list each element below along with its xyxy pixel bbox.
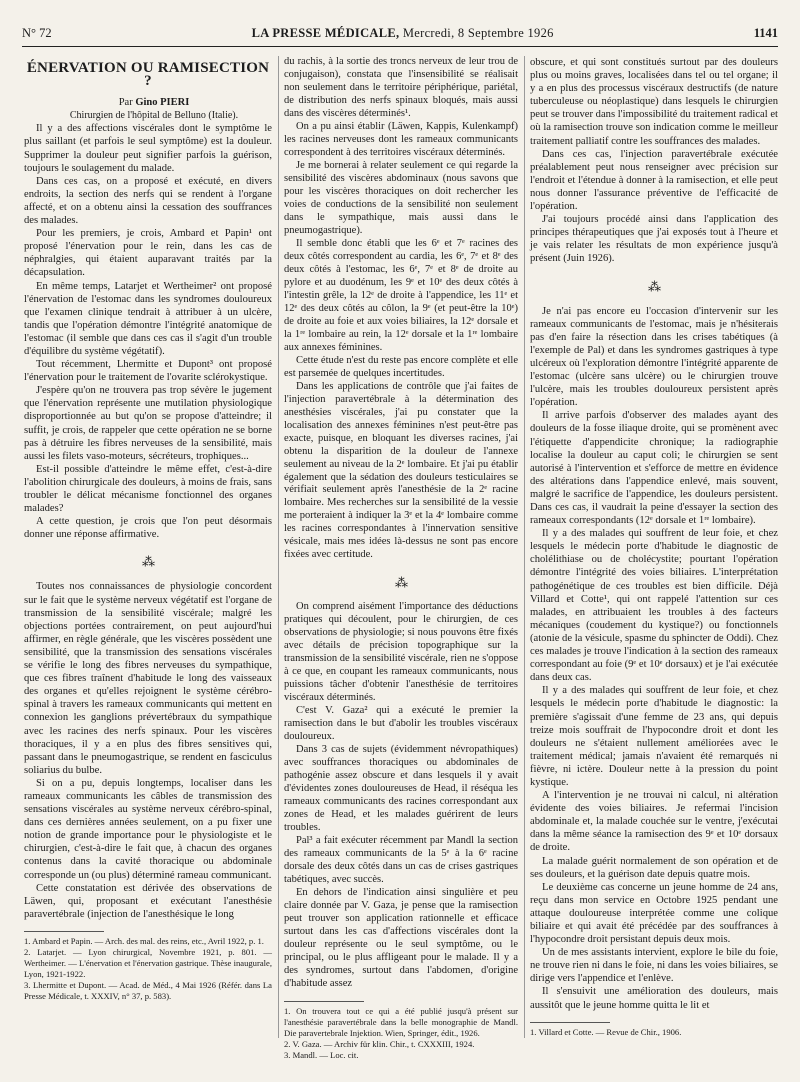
column-1 bbox=[24, 56, 272, 1002]
paragraph: Il y a des affections viscérales dont le symptôme le plus saillant (et parfois le seul symptôme) est la douleur. Supprimer la douleur peut signifier parfois la guérison, toujours le soulagement du malade. bbox=[24, 123, 272, 174]
footnote: 2. V. Gaza. — Archiv für klin. Chir., t. CXXXIII, 1924. bbox=[284, 1038, 475, 1049]
issue-number: N° 72 bbox=[22, 26, 52, 40]
paragraph: C'est V. Gaza² qui a exécuté le premier la ramisection dans le but d'abolir les troubles viscéraux douloureux. bbox=[284, 705, 518, 743]
page-header bbox=[22, 26, 778, 44]
footnote: 1. Villard et Cotte. — Revue de Chir., 1906. bbox=[530, 1026, 682, 1037]
paragraph: J'espère qu'on ne trouvera pas trop sévère le jugement que l'énervation représente une mutilation physiologique disproportionnée au but qu'on se propose d'atteindre; il suffit, je crois, de rappeler que cette opération ne se borne pas à détruire les fibres nerveuses de la sensibilité, mais aussi les filets vaso-moteurs, sécréteurs, trophiques... bbox=[24, 385, 272, 462]
section-separator: ⁂ bbox=[648, 278, 660, 294]
paragraph: J'ai toujours procédé ainsi dans l'application des principes thérapeutiques que j'ai exposés tout à l'heure et je vais relater les résultats de mon expérience jusqu'à présent (Juin 1926). bbox=[530, 214, 778, 265]
paragraph: Il s'ensuivit une amélioration des douleurs, mais aussitôt que le jeune homme quitta le lit et bbox=[530, 986, 778, 1011]
article-title: ÉNERVATION OU RAMISECTION ? bbox=[26, 60, 270, 90]
footnote: 3. Lhermitte et Dupont. — Acad. de Méd., 4 Mai 1926 (Référ. dans La Presse Médicale, t. XXXIV, n° 37, p. 583). bbox=[24, 979, 272, 1001]
footnote: 2. Latarjet. — Lyon chirurgical, Novembre 1921, p. 801. — Wertheimer. — L'énervation et l'énervation gastrique. Thèse inaugurale, Lyon, 1921-1922. bbox=[24, 946, 272, 979]
paragraph: Il arrive parfois d'observer des malades ayant des douleurs de la fosse iliaque droite, qui se promènent avec l'étiquette d'appendicite chronique; la radiographie localise la douleur au caput coli; le chirurgien se sent autorisé à l'intervention et s'efforce de mettre en évidence des altérations dans l'appendice enlevé, mais souvent, malgré le sacrifice de l'appendice, les douleurs persistent. Dans ces cas, il vaudrait la peine d'essayer la section des rameaux correspondants (12ᵉ dorsale et 1ʳᵉ lombaire). bbox=[530, 410, 778, 527]
paragraph: Est-il possible d'atteindre le même effet, c'est-à-dire l'abolition chirurgicale des douleurs, à moins de frais, sans troubler le délicat mécanisme fonctionnel des organes malades? bbox=[24, 463, 272, 515]
paragraph: Il semble donc établi que les 6ᵉ et 7ᵉ racines des deux côtés correspondent au cardia, les 6ᵉ, 7ᵉ et 8ᵉ des deux côtés à l'estomac, les 6ᵉ, 7ᵉ et 8ᵉ de droite au pylore et au duodénum, les 9ᵉ et 10ᵉ des deux côtés à l'intestin grêle, la 12ᵉ de droite à l'appendice, les 11ᵉ et 12ᵉ des deux côtés au côlon, la 9ᵉ (et peut-être la 10ᵉ) de droite au foie et aux voies biliaires, la 12ᵉ dorsale et la 1ʳᵉ lombaire au rein, la 12ᵉ dorsale et la 1ʳᵉ lombaire aux annexes féminines. bbox=[284, 237, 518, 353]
paragraph: Le deuxième cas concerne un jeune homme de 24 ans, reçu dans mon service en Octobre 1925 pendant une attaque douloureuse interprétée comme une colique biliaire et qui avait été précédée par des souffrances à l'hypocondre droit persistant depuis deux mois. bbox=[530, 881, 778, 946]
journal-title bbox=[252, 26, 554, 41]
paragraph: A l'intervention je ne trouvai ni calcul, ni altération évidente des voies biliaires. Je refermai l'incision abdominale et, la malade couchée sur le ventre, j'exécutai dans la même séance la ramisection des 9ᵉ et 10ᵉ dorsaux de droite. bbox=[530, 790, 778, 854]
author-affiliation: Chirurgien de l'hôpital de Belluno (Italie). bbox=[69, 110, 239, 122]
paragraph: Je me bornerai à relater seulement ce qui regarde la sensibilité des viscères abdominaux (nous savons que pour les viscères thoraciques on doit rechercher les voies de conductions de la sensibilité non seulement dans le sympathique, mais aussi dans le pneumogastrique). bbox=[284, 159, 518, 236]
paragraph: du rachis, à la sortie des troncs nerveux de leur trou de conjugaison), constata que l'insensibilité se réalisait non seulement dans le territoire périphérique, pariétal, de distribution des nerfs spinaux bloqués, mais aussi dans des viscères déterminés¹. bbox=[284, 56, 518, 119]
paragraph: Je n'ai pas encore eu l'occasion d'intervenir sur les rameaux communicants de l'estomac, mais je n'hésiterais pas d'en faire la résection dans les crises tabétiques (à l'exemple de Pal) et dans les syndromes gastriques à type ulcéreux où l'exploration démontre l'intégrité apparente de l'estomac (ulcère sans ulcère) ou le chirurgien trouve l'ulcère, mais les troubles douloureux persistent après l'opération. bbox=[530, 305, 778, 409]
issue-date: Mercredi, 8 Septembre 1926 bbox=[402, 26, 554, 40]
paragraph: On comprend aisément l'importance des déductions pratiques qui découlent, pour le chirurgien, de ces observations de physiologie; si nous pouvons être fixés avec détails de précision topographique sur la transmission de la sensibilité viscérale, rien ne s'oppose à ce que, en coupant les rameaux communicants, nous puissions tâcher d'obtenir l'anesthésie de territoires viscéraux déterminés. bbox=[284, 601, 518, 704]
footnote: 1. On trouvera tout ce qui a été publié jusqu'à présent sur l'anesthésie paravertébrale dans la belle monographie de Mandl. Die paravertebrale Injektion. Wien, Springer, édit., 1926. bbox=[284, 1005, 518, 1038]
section-separator: ⁂ bbox=[142, 554, 154, 570]
paragraph: obscure, et qui sont constitués surtout par des douleurs plus ou moins graves, localisées dans tel ou tel organe; il y a en plus des processus viscéraux destructifs (de nature tuberculeuse ou néoplastique) dans lesquels le chirurgien peut se trouver dans l'impossibilité du traitement radical et où la ramisection trouve son indication comme le meilleur traitement palliatif contre les souffrances des malades. bbox=[530, 57, 778, 147]
paragraph: Cette étude n'est du reste pas encore complète et elle est parsemée de quelques incertitudes. bbox=[284, 354, 518, 379]
column-divider bbox=[524, 56, 525, 1038]
paragraph: Cette constatation est dérivée des observations de Läwen, qui, proposant et exécutant l'anesthésie paravertébrale (injection de l'anesthésique le long bbox=[24, 882, 272, 920]
header-rule bbox=[22, 46, 778, 47]
paragraph: Pal³ a fait exécuter récemment par Mandl la section des rameaux communicants de la 5ᵉ à la 6ᵉ racine dorsale des deux côtés dans un cas de crises gastriques tabétiques, avec succès. bbox=[284, 835, 518, 886]
footnote-rule bbox=[530, 1022, 610, 1023]
page-number: 1141 bbox=[753, 26, 778, 40]
paragraph: Dans les applications de contrôle que j'ai faites de l'injection paravertébrale à la détermination des anesthésies viscérales, j'ai pu constater que la localisation des annexes féminines n'est peut-être pas exacte, puisque, en bloquant les diverses racines, j'ai obtenu la disparition de la douleur de l'annexe seulement au niveau de la 2ᵉ lombaire. Et j'ai pu établir également que la sédation des douleurs testiculaires se vérifiait seulement après l'anesthésie de la 2ᵉ racine lombaire. Mes recherches sur la sensibilité de la vessie me porteraient à indiquer la 3ᵉ et la 4ᵉ lombaire comme les racines correspondantes à l'innervation sensitive vésicale, mais mes idées là-dessus ne sont pas encore fixées avec certitude. bbox=[284, 380, 518, 561]
paragraph: Dans ces cas, l'injection paravertébrale exécutée préalablement peut nous renseigner avec précision sur l'endroit et l'étendue à donner à la ramisection, et elle peut nous donner l'assurance préventive de l'efficacité de l'opération. bbox=[530, 148, 778, 213]
footnote-rule bbox=[284, 1001, 364, 1002]
paragraph: Dans 3 cas de sujets (évidemment névropathiques) avec souffrances thoraciques ou abdominales de pathogénie assez obscure et dans lesquels il y avait d'évidentes zones douloureuses de Head, il réséqua les rameaux communicants des racines correspondant aux zones de Head, et les malades guérirent de leurs troubles. bbox=[284, 744, 518, 834]
column-divider bbox=[278, 56, 279, 1038]
footnote: 3. Mandl. — Loc. cit. bbox=[284, 1049, 359, 1060]
column-3 bbox=[530, 56, 778, 1038]
paragraph: Un de mes assistants intervient, explore le bile du foie, ne trouve rien ni dans le foie, ni dans les voies biliaires, se dirige vers l'appendice et l'enlève. bbox=[530, 947, 778, 985]
paragraph: En dehors de l'indication ainsi singulière et peu claire donnée par V. Gaza, je pense que la ramisection peut trouver son application rationnelle et efficace surtout dans les cas d'affections viscérales dont la douleur représente ou le seul symptôme, ou le principal, ou le plus affligeant pour le malade. Il y a des syndromes, surtout dans l'abdomen, d'origine d'habitude assez bbox=[284, 887, 518, 989]
column-2 bbox=[284, 56, 518, 1061]
paragraph: Il y a des malades qui souffrent de leur foie, et chez lesquels le médecin porte d'habitude le diagnostic de cholélithiase ou de cholécystite; pourtant l'opération démontre l'intégrité des voies biliaires. L'interprétation pathogénétique de ces troubles est bien difficile. Déjà Villard et Cotte¹, qui ont rappelé l'attention sur ces malades, en attribuaient les troubles à des facteurs mécaniques (coudement du kystique?) ou fonctionnels (atonie de la vésicule, spasme du sphincter de Oddi). Chez ces malades je trouve l'indication à la section des rameaux correspondant au foie (9ᵉ et 10ᵉ dorsaux) et je l'ai exécutée dans deux cas. bbox=[530, 528, 778, 684]
footnote-rule bbox=[24, 931, 104, 932]
section-separator: ⁂ bbox=[395, 575, 407, 591]
paragraph: Dans ces cas, on a proposé et exécuté, en divers endroits, la section des nerfs qui se rendent à l'organe affecté, et on a obtenu ainsi la cessation des souffrances des malades. bbox=[24, 175, 272, 227]
byline-prefix: Par bbox=[118, 97, 133, 109]
footnote: 1. Ambard et Papin. — Arch. des mal. des reins, etc., Avril 1922, p. 1. bbox=[24, 935, 264, 946]
paragraph: Tout récemment, Lhermitte et Dupont³ ont proposé l'énervation pour le traitement de l'ovarite sclérokystique. bbox=[24, 359, 272, 384]
paragraph: Pour les premiers, je crois, Ambard et Papin¹ ont proposé l'énervation pour le rein, dans les cas de néphralgies, qui étaient auparavant traités par la décapsulation. bbox=[24, 228, 272, 279]
paragraph: La malade guérit normalement de son opération et de ses douleurs, et la guérison date depuis quatre mois. bbox=[530, 855, 778, 880]
paragraph: A cette question, je crois que l'on peut désormais donner une réponse affirmative. bbox=[24, 516, 272, 541]
paragraph: On a pu ainsi établir (Läwen, Kappis, Kulenkampf) les racines nerveuses dont les rameaux communicants correspondent à des territoires viscéraux déterminés. bbox=[284, 120, 518, 158]
paragraph: Si on a pu, depuis longtemps, localiser dans les rameaux communicants les câbles de transmission des sensations viscérales au système nerveux cérébro-spinal, dans ces dernières années seulement, on a pu fixer une notion de grande importance pour le physiologiste et le chirurgien, c'est-à-dire le fait que, à chacun des organes contenus dans la cavité thoracique ou abdominale corresponde un (ou plus) déterminé rameau communicant. bbox=[24, 777, 272, 881]
paragraph: En même temps, Latarjet et Wertheimer² ont proposé l'énervation de l'estomac dans les syndromes douloureux que l'examen clinique tendrait à attribuer à un ulcère, tandis que l'opération démontre l'intégrité anatomique de l'estomac (il semble que dans ces cas il s'agit d'un trouble d'équilibre du système végétatif). bbox=[24, 280, 272, 357]
paragraph: Il y a des malades qui souffrent de leur foie, et chez lesquels le médecin porte d'habitude le diagnostic: la première s'agissait d'une femme de 23 ans, qui depuis treize mois souffrait de l'hypocondre droit et dont les douleurs ne s'étaient nullement améliorées avec le traitement médical; jamais n'avaient été remarqués ni fièvre, ni ictère. Douleur nette à la pression du point kystique. bbox=[530, 685, 778, 788]
author-name: Gino PIERI bbox=[135, 97, 190, 109]
journal-name: LA PRESSE MÉDICALE, bbox=[251, 26, 400, 40]
byline bbox=[24, 96, 272, 109]
paragraph: Toutes nos connaissances de physiologie concordent sur le fait que le système nerveux végétatif est l'organe de transmission de la sensibilité viscérale; malgré les objections portées contrairement, on peut aujourd'hui affirmer, en règle générale, que les viscères possèdent une sensibilité, que la transmission des sensations viscérales se vérifie le long des fibres nerveuses du sympathique, que ces fibres traînent d'habitude le long des vaisseaux des organes et qu'elles rejoignent le système cérébro-spinal à travers les rameaux communicants qui mettent en connexion les ganglions prévertébraux du sympathique avec les racines des nerfs spinaux. Pour les viscères thoraciques, il y a en plus des fibres sensitives qui, passant dans le pneumogastrique, se rendent en fasciculus soliarius du bulbe. bbox=[24, 581, 272, 776]
